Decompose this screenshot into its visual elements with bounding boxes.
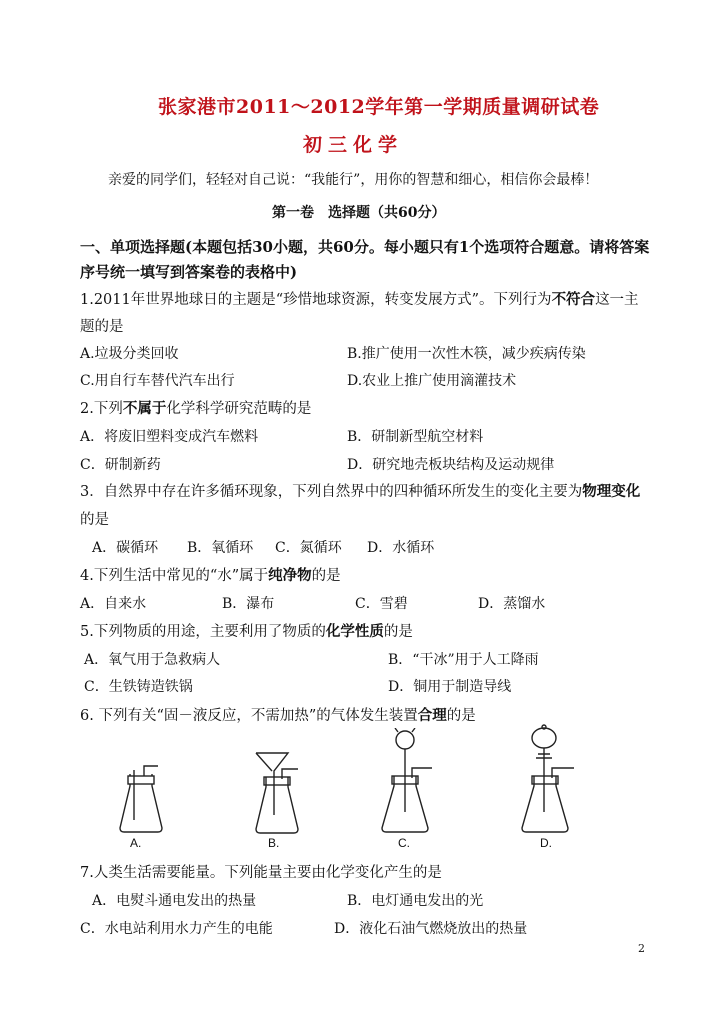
apparatus-b-label: B. xyxy=(268,836,280,850)
q4-option-b: B．瀑布 xyxy=(222,596,275,612)
page-number: 2 xyxy=(638,942,645,955)
q1-stem-part-2: 这一主 xyxy=(595,292,639,308)
q1-option-c: C.用自行车替代汽车出行 xyxy=(80,373,235,389)
q6-stem-part-2: 的是 xyxy=(446,708,476,724)
q2-option-b: B．研制新型航空材料 xyxy=(347,429,484,445)
q5-stem-part-2: 的是 xyxy=(383,624,413,640)
q4-stem-part-2: 的是 xyxy=(311,568,341,584)
apparatus-c-label: C. xyxy=(398,836,410,850)
q7-option-b: B．电灯通电发出的光 xyxy=(347,893,484,909)
greeting-text: 亲爱的同学们，轻轻对自己说：“我能行”，用你的智慧和细心，相信你会最棒！ xyxy=(108,172,599,188)
q1-option-d: D.农业上推广使用滴灌技术 xyxy=(347,373,517,389)
q2-option-a: A．将废旧塑料变成汽车燃料 xyxy=(80,429,259,445)
q2-stem-part-1: 2.下列 xyxy=(80,401,123,417)
q4-emphasis: 纯净物 xyxy=(268,567,312,584)
exam-title: 张家港市2011～2012学年第一学期质量调研试卷 xyxy=(158,96,600,118)
apparatus-a-label: A. xyxy=(130,836,142,850)
q3-emphasis: 物理变化 xyxy=(582,483,641,500)
q5-stem-part-1: 5.下列物质的用途，主要利用了物质的 xyxy=(80,624,326,640)
question-1-stem xyxy=(80,290,639,310)
q2-option-d: D．研究地壳板块结构及运动规律 xyxy=(347,457,555,473)
instruction-line-2: 序号统一填写到答案卷的表格中) xyxy=(80,263,298,281)
question-3-stem-cont: 的是 xyxy=(80,512,109,528)
q6-emphasis: 合理 xyxy=(417,707,447,724)
apparatus-a-image xyxy=(118,764,168,836)
q5-option-a: A．氧气用于急救病人 xyxy=(84,652,221,668)
q5-option-c: C．生铁铸造铁锅 xyxy=(84,679,193,695)
q4-option-a: A．自来水 xyxy=(80,596,147,612)
q2-stem-part-2: 化学科学研究范畴的是 xyxy=(166,401,312,417)
q4-option-d: D．蒸馏水 xyxy=(478,596,546,612)
apparatus-b-image xyxy=(252,751,308,837)
q3-option-a: A．碳循环 xyxy=(92,540,159,556)
q3-stem-part-1: 3．自然界中存在许多循环现象，下列自然界中的四种循环所发生的变化主要为 xyxy=(80,484,583,500)
question-5-stem xyxy=(80,622,413,642)
q1-option-b: B.推广使用一次性木筷，减少疾病传染 xyxy=(347,346,586,362)
q4-stem-part-1: 4.下列生活中常见的“水”属于 xyxy=(80,568,269,584)
question-2-stem xyxy=(80,399,311,419)
q3-option-b: B．氧循环 xyxy=(187,540,254,556)
question-4-stem xyxy=(80,566,341,586)
q4-option-c: C．雪碧 xyxy=(355,596,408,612)
apparatus-c-image xyxy=(374,728,436,836)
q2-option-c: C．研制新药 xyxy=(80,457,161,473)
q3-option-d: D．水循环 xyxy=(367,540,435,556)
q1-stem-part-1: 1.2011年世界地球日的主题是“珍惜地球资源，转变发展方式”。下列行为 xyxy=(80,292,552,308)
q7-option-d: D．液化石油气燃烧放出的热量 xyxy=(334,921,528,937)
question-6-stem xyxy=(80,706,476,726)
q5-emphasis: 化学性质 xyxy=(325,623,384,640)
q7-option-c: C．水电站利用水力产生的电能 xyxy=(80,921,273,937)
question-3-stem xyxy=(80,482,640,502)
q7-option-a: A．电熨斗通电发出的热量 xyxy=(92,893,257,909)
section-heading: 第一卷 选择题（共60分） xyxy=(272,205,446,221)
exam-subtitle: 初三化学 xyxy=(303,134,404,156)
q1-emphasis: 不符合 xyxy=(551,291,596,308)
q1-option-a: A.垃圾分类回收 xyxy=(80,346,179,362)
apparatus-d-label: D. xyxy=(540,836,552,850)
q5-option-b: B．“干冰”用于人工降雨 xyxy=(388,652,539,668)
instruction-line-1: 一、单项选择题(本题包括30小题，共60分。每小题只有1个选项符合题意。请将答案 xyxy=(80,238,650,256)
question-1-stem-cont: 题的是 xyxy=(80,319,124,335)
q5-option-d: D．铜用于制造导线 xyxy=(388,679,512,695)
apparatus-d-image xyxy=(514,724,578,836)
q2-emphasis: 不属于 xyxy=(122,400,167,417)
q3-option-c: C．氮循环 xyxy=(275,540,342,556)
question-7-stem: 7.人类生活需要能量。下列能量主要由化学变化产生的是 xyxy=(80,865,442,881)
q6-stem-part-1: 6. 下列有关“固－液反应，不需加热”的气体发生装置 xyxy=(80,708,418,724)
